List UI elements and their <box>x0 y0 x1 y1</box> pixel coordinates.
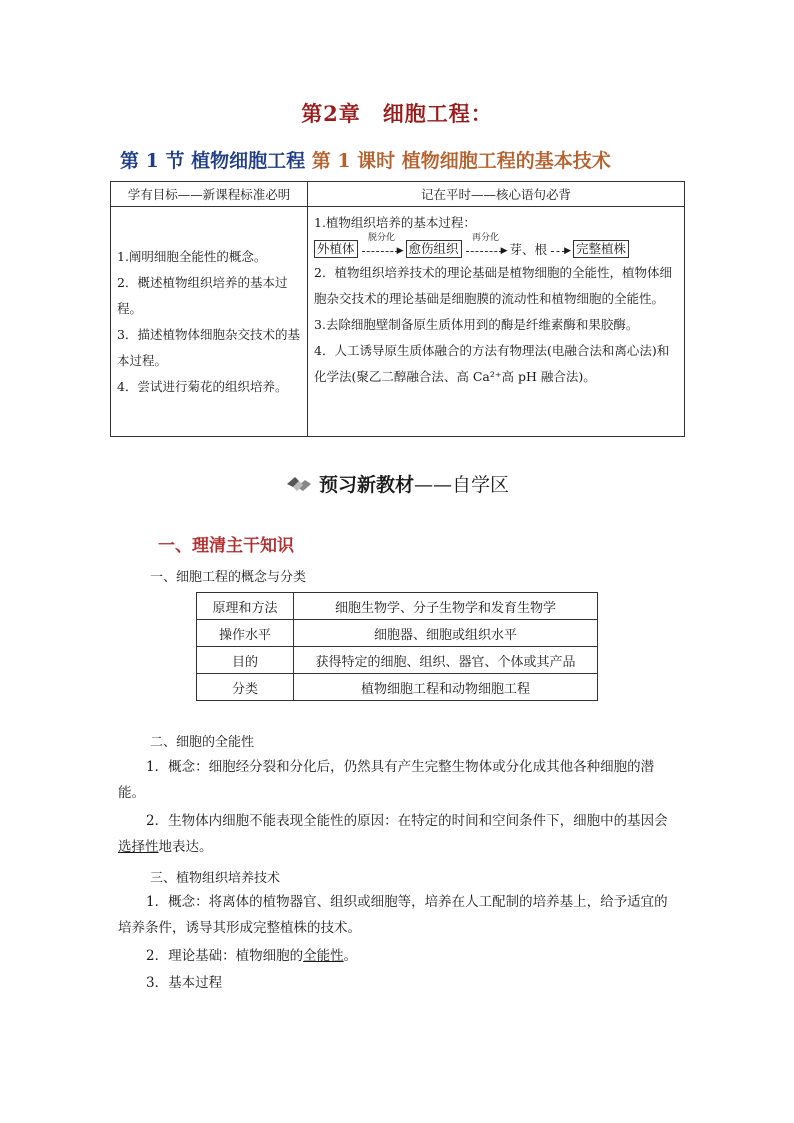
table-value: 获得特定的细胞、组织、器官、个体或其产品 <box>294 647 598 674</box>
flow-arrow-label: 再分化 <box>472 233 500 243</box>
banner-tail: ——自学区 <box>414 474 510 496</box>
section-title <box>120 146 611 173</box>
memo-header: 记在平时——核心语句必背 <box>308 182 685 207</box>
paragraph-concept: 1．概念：细胞经分裂和分化后，仍然具有产生完整生物体或分化成其他各种细胞的潜能。 <box>118 759 655 801</box>
flow-step: 愈伤组织 <box>406 240 462 258</box>
subheading-totipotency: 二、细胞的全能性 <box>150 735 255 750</box>
section-name: 第 1 节 植物细胞工程 <box>120 150 306 172</box>
memo-item: 4．人工诱导原生质体融合的方法有物理法(电融合法和离心法)和化学法(聚乙二醇融合法、高 Ca²⁺高 pH 融合法)。 <box>314 343 670 384</box>
goal-item: 1.阐明细胞全能性的概念。 <box>117 248 267 264</box>
subheading-tissue-culture: 三、植物组织培养技术 <box>150 871 281 886</box>
memo-item: 3.去除细胞壁制备原生质体用到的酶是纤维素酶和果胶酶。 <box>314 317 639 332</box>
table-row <box>197 647 598 674</box>
goal-item: 4．尝试进行菊花的组织培养。 <box>117 378 288 394</box>
table-row <box>197 674 598 701</box>
table-key: 原理和方法 <box>197 593 294 620</box>
chapter-title: 第2章 细胞工程： <box>301 101 493 126</box>
underlined-term: 全能性 <box>303 948 344 964</box>
concept-table <box>196 592 598 701</box>
paragraph-text: 地表达。 <box>158 839 213 855</box>
table-row <box>197 593 598 620</box>
paragraph-tissue-concept: 1．概念：将离体的植物器官、组织或细胞等，培养在人工配制的培养基上，给予适宜的培养条件，诱导其形成完整植株的技术。 <box>118 894 668 936</box>
table-key: 操作水平 <box>197 620 294 647</box>
goals-cell <box>111 207 308 437</box>
flow-step: 完整植株 <box>573 240 629 258</box>
table-key: 目的 <box>197 647 294 674</box>
memo-item: 2．植物组织培养技术的理论基础是植物细胞的全能性，植物体细胞杂交技术的理论基础是细胞膜的流动性和植物细胞的全能性。 <box>314 265 672 306</box>
goal-item: 3．描述植物体细胞杂交技术的基本过程。 <box>117 326 300 368</box>
paragraph-text: 2．理论基础：植物细胞的 <box>146 948 304 964</box>
table-value: 细胞器、细胞或组织水平 <box>294 620 598 647</box>
paragraph-text: 。 <box>343 948 358 964</box>
memo-intro: 1.植物组织培养的基本过程： <box>314 215 476 230</box>
paragraph-reason <box>118 808 678 860</box>
culture-flow <box>314 233 678 258</box>
banner-main: 预习新教材 <box>318 474 414 496</box>
table-value: 植物细胞工程和动物细胞工程 <box>294 674 598 701</box>
table-value: 细胞生物学、分子生物学和发育生物学 <box>294 593 598 620</box>
heading-main-knowledge: 一、理清主干知识 <box>158 536 294 556</box>
table-row <box>197 620 598 647</box>
flow-step: 外植体 <box>314 240 358 258</box>
table-key: 分类 <box>197 674 294 701</box>
underlined-term: 选择性 <box>118 839 159 855</box>
paragraph-process: 3．基本过程 <box>146 975 223 991</box>
memo-cell <box>308 207 685 437</box>
subheading-concept: 一、细胞工程的概念与分类 <box>150 570 307 585</box>
lesson-name: 第 1 课时 植物细胞工程的基本技术 <box>311 150 611 172</box>
book-logo-icon <box>285 474 313 499</box>
goals-table <box>110 181 685 437</box>
paragraph-basis <box>146 943 357 969</box>
paragraph-text: 2．生物体内细胞不能表现全能性的原因：在特定的时间和空间条件下，细胞中的基因会 <box>146 813 668 829</box>
section-banner <box>0 470 794 499</box>
goals-header: 学有目标——新课程标准必明 <box>111 182 308 207</box>
flow-arrow-label: 脱分化 <box>368 233 396 243</box>
flow-arrow: ▶ <box>549 242 571 258</box>
flow-arrow: 脱分化 ▶ <box>360 242 404 258</box>
flow-step: 芽、根 <box>509 242 548 257</box>
flow-arrow: 再分化 ▶ <box>464 242 508 258</box>
goal-item: 2．概述植物组织培养的基本过程。 <box>117 274 288 316</box>
